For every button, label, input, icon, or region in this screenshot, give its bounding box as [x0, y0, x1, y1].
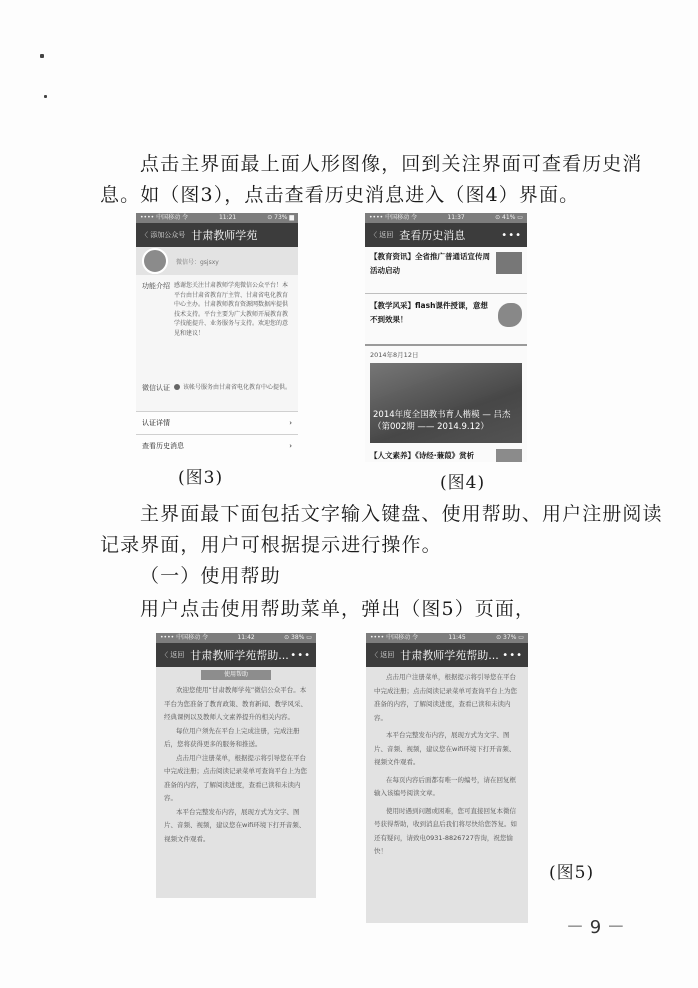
row-history[interactable]: 查看历史消息 ›	[136, 434, 298, 457]
caption-fig5: (图5)	[549, 863, 595, 883]
intro-label: 功能介绍	[142, 282, 170, 290]
nav-title: 甘肃教师学苑	[191, 229, 258, 242]
status-bar: •••• 中国移动 令 11:37 ⊙ 41% ▭	[365, 213, 527, 223]
caption-fig3: (图3)	[178, 468, 224, 488]
figure-4-screenshot	[365, 213, 527, 462]
figure-5-right-screenshot	[366, 633, 528, 923]
figure-5-left-screenshot	[156, 633, 316, 898]
help-paragraph: 点击用户注册菜单，根据提示将引导您在平台中完成注册；点击阅读记录菜单可查询平台上为您准备的内容，了解阅读进度，查看已读和未读内容。	[164, 753, 307, 802]
nav-bar	[365, 223, 527, 247]
more-icon[interactable]: •••	[290, 649, 311, 661]
paragraph-3-line-1: 用户点击使用帮助菜单，弹出（图5）页面，	[140, 598, 536, 620]
nav-bar	[136, 223, 298, 247]
intro-text: 感谢您关注甘肃教师学苑微信公众平台！本平台由甘肃省教育厅主管、甘肃省电化教育中心主办。甘肃教师教育资源网数据库提供技术支持。平台主要为广大教师开展教育教学技能提升、业务服务与支持。欢迎您的意见和建议！	[174, 282, 289, 337]
status-bar: •••• 中国移动 令 11:45 ⊙ 37% ▭	[366, 633, 528, 643]
nav-title: 查看历史消息	[399, 229, 466, 242]
history-date: 2014年8月12日	[370, 351, 419, 359]
figure-3-screenshot	[136, 213, 298, 457]
caption-fig4: (图4)	[440, 473, 486, 493]
back-button[interactable]: 〈 返回	[371, 651, 395, 659]
help-paragraph: 本平台完整发布内容，展现方式为文字、图片、音频、视频，建议您在wifi环境下打开音频、视频文件观看。	[374, 731, 516, 766]
help-paragraph: 每位用户须先在平台上完成注册，完成注册后，您将获得更多的服务和推送。	[164, 726, 300, 748]
thumbnail-image	[496, 449, 522, 462]
help-paragraph: 点击用户注册菜单，根据提示将引导您在平台中完成注册；点击阅读记录菜单可查询平台上为您准备的内容，了解阅读进度，查看已读和未读内容。	[374, 673, 517, 722]
section-heading: （一）使用帮助	[140, 565, 281, 587]
verify-label: 微信认证	[142, 384, 170, 392]
thumbnail-image	[496, 252, 522, 274]
account-id: 微信号：gsjsxy	[176, 258, 219, 266]
paragraph-2-line-2: 记录界面，用户可根据提示进行操作。	[100, 534, 442, 556]
nav-title: 甘肃教师学苑帮助...	[400, 649, 499, 662]
status-bar: •••• 中国移动 令 11:42 ⊙ 38% ▭	[156, 633, 316, 643]
nav-bar	[366, 643, 528, 667]
verified-icon	[174, 384, 180, 390]
help-paragraph: 欢迎您使用“甘肃教师学苑”微信公众平台。本平台为您准备了教育政策、教育新闻、教学风采、经典课例以及教师人文素养提升的相关内容。	[164, 686, 307, 721]
avatar[interactable]	[142, 248, 168, 274]
banner-image[interactable]: 2014年度全国教书育人楷模 — 吕杰（第002期 —— 2014.9.12）	[370, 363, 522, 443]
help-paragraph: 使用时遇到问题或困难，您可直接回复本微信号获得帮助，收到消息后我们将尽快给您答复。如还有疑问，请致电0931-8826727咨询，祝您愉快！	[374, 806, 517, 855]
more-icon[interactable]: •••	[502, 649, 523, 661]
more-icon[interactable]: •••	[501, 229, 522, 241]
chevron-right-icon: ›	[289, 419, 292, 427]
chevron-right-icon: ›	[289, 442, 292, 450]
back-button[interactable]: 〈 返回	[370, 231, 394, 239]
back-button[interactable]: 〈 返回	[161, 651, 185, 659]
help-paragraph: 在每页内容后面都有唯一的编号，请在回复框输入该编号阅读文章。	[374, 775, 516, 797]
paragraph-2-line-1: 主界面最下面包括文字输入键盘、使用帮助、用户注册阅读	[140, 503, 663, 525]
scan-speck	[44, 95, 47, 98]
row-verify-detail[interactable]: 认证详情 ›	[136, 411, 298, 434]
thumbnail-image	[498, 303, 522, 327]
verify-text: 该帐号服务由甘肃省电化教育中心提供。	[183, 384, 292, 391]
help-paragraph: 本平台完整发布内容，展现方式为文字、图片、音频、视频，建议您在wifi环境下打开音频、视频文件观看。	[164, 807, 306, 843]
scan-speck	[40, 54, 44, 58]
history-item[interactable]: 【教学风采】flash课件授课，意想不到效果！	[365, 294, 527, 346]
paragraph-1-line-1: 点击主界面最上面人形图像，回到关注界面可查看历史消	[140, 153, 643, 175]
status-bar: •••• 中国移动 令 11:21 ⊙ 73% ▆	[136, 213, 298, 223]
history-item[interactable]: 【人文素养】《诗经·蒹葭》赏析	[365, 443, 527, 462]
history-item[interactable]: 【教育资讯】全省推广普通话宣传周活动启动	[365, 247, 527, 294]
help-tag: 使用帮助	[201, 670, 271, 680]
back-button[interactable]: 〈 添加公众号	[141, 231, 186, 239]
page-number: － 9 －	[566, 917, 625, 938]
nav-bar	[156, 643, 316, 667]
nav-title: 甘肃教师学苑帮助...	[190, 649, 289, 662]
paragraph-1-line-2: 息。如（图3），点击查看历史消息进入（图4）界面。	[100, 184, 580, 206]
